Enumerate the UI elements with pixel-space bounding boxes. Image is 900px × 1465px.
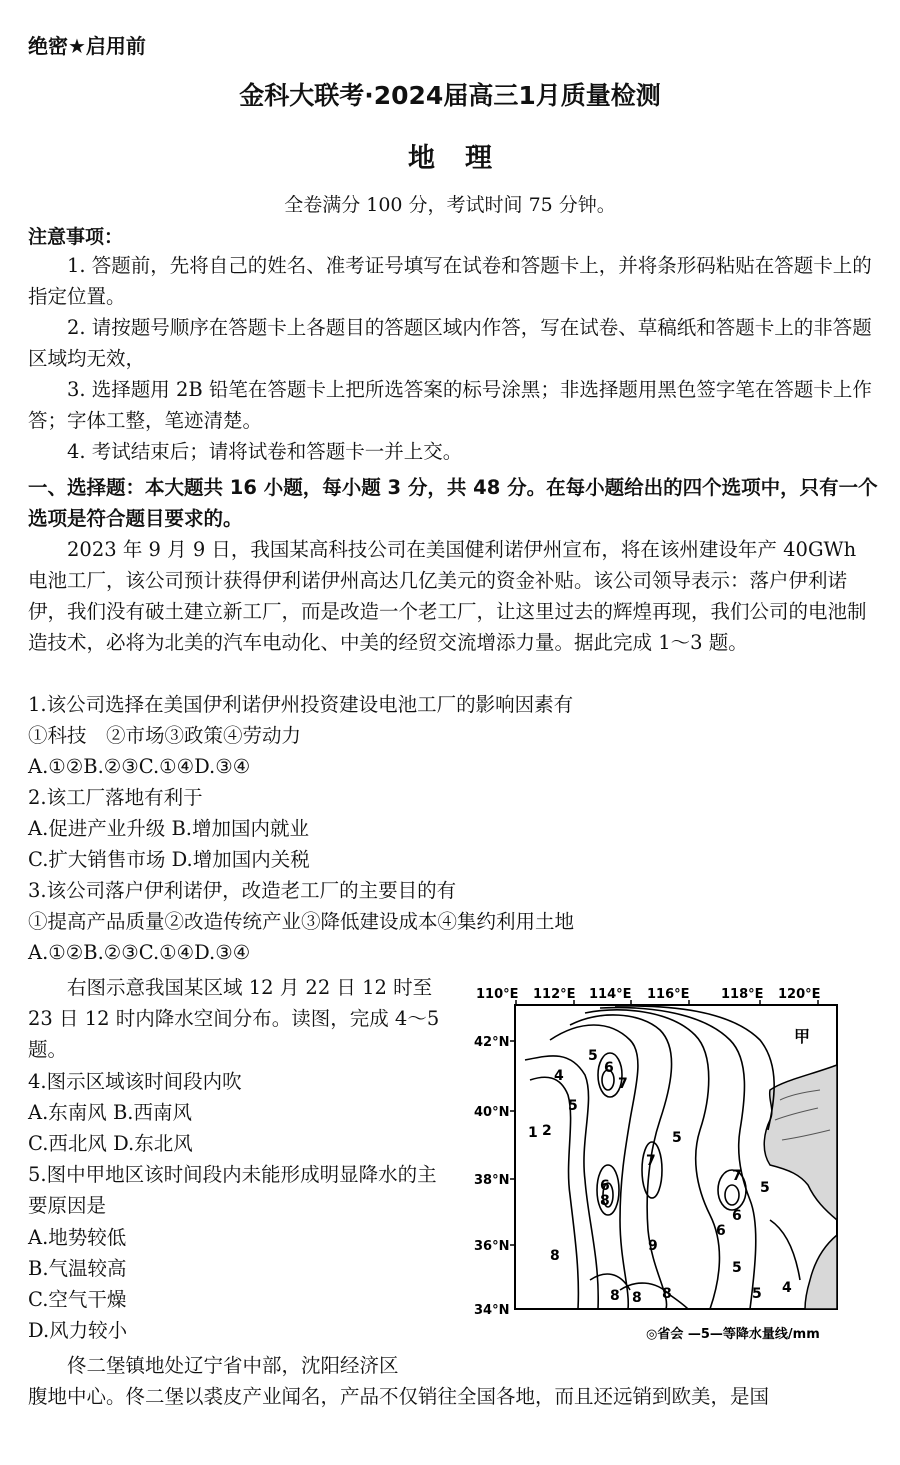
contour-label: 5 xyxy=(760,1180,770,1196)
question-stem: 2.该工厂落地有利于 xyxy=(28,786,203,809)
contour-label: 7 xyxy=(646,1153,656,1169)
region-label: 甲 xyxy=(794,1027,811,1046)
contour-label: 5 xyxy=(752,1286,762,1302)
question-stem: 4.图示区域该时间段内吹 xyxy=(28,1070,242,1093)
secret-label: 绝密★启用前 xyxy=(28,34,146,58)
question-option: A.地势较低 xyxy=(28,1226,127,1249)
passage: 2023 年 9 月 9 日，我国某高科技公司在美国健利诺伊州宣布，将在该州建设年产 40GWh 电池工厂，该公司预计获得伊利诺伊州高达几亿美元的资金补贴。该公司领导表示：落户伊利诺伊，我们没有破土建立新工厂，而是改造一个老工厂，让这里过去的辉煌再现，我们公司的电池制造技术，必将为北美的汽车电动化、中美的经贸交流增添力量。据此完成 1～3 题。 xyxy=(28,538,867,654)
lon-label: 110°E xyxy=(476,987,519,1002)
lat-label: 38°N xyxy=(474,1173,510,1188)
lat-label: 42°N xyxy=(474,1035,510,1050)
contour-label: 8 xyxy=(550,1248,560,1264)
question-options: A.①②B.②③C.①④D.③④ xyxy=(28,755,251,778)
question-stem: 3.该公司落户伊利诺伊，改造老工厂的主要目的有 xyxy=(28,879,457,902)
section-heading: 一、选择题：本大题共 16 小题，每小题 3 分，共 48 分。在每小题给出的四个选项中，只有一个选项是符合题目要求的。 xyxy=(28,476,878,530)
subject-title: 地理 xyxy=(408,143,522,174)
question-options: C.扩大销售市场 D.增加国内关税 xyxy=(28,848,310,871)
contour-label: 1 xyxy=(528,1125,538,1141)
contour-label: 9 xyxy=(648,1238,658,1254)
contour-label: 4 xyxy=(554,1068,564,1084)
contour-label: 5 xyxy=(568,1098,578,1114)
question-options: A.东南风 B.西南风 xyxy=(28,1101,193,1124)
contour-label: 8 xyxy=(600,1193,610,1209)
contour-label: 8 xyxy=(662,1286,672,1302)
lon-label: 112°E xyxy=(533,987,576,1002)
question-items: ①提高产品质量②改造传统产业③降低建设成本④集约利用土地 xyxy=(28,910,575,933)
contour-label: 5 xyxy=(732,1260,742,1276)
question-option: C.空气干燥 xyxy=(28,1288,127,1311)
precipitation-map xyxy=(470,980,870,1352)
lon-label: 116°E xyxy=(647,987,690,1002)
question-stem: 5.图中甲地区该时间段内未能形成明显降水的主要原因是 xyxy=(28,1163,437,1217)
question-options: C.西北风 D.东北风 xyxy=(28,1132,193,1155)
contour-label: 7 xyxy=(618,1076,628,1092)
map-legend: ◎省会 —5—等降水量线/mm xyxy=(646,1327,820,1342)
question-options: A.①②B.②③C.①④D.③④ xyxy=(28,941,251,964)
question-items: ①科技 ②市场③政策④劳动力 xyxy=(28,724,302,747)
contour-label: 6 xyxy=(600,1178,610,1194)
contour-label: 6 xyxy=(604,1060,614,1076)
passage: 腹地中心。佟二堡以裘皮产业闻名，产品不仅销往全国各地，而且还远销到欧美，是国 xyxy=(28,1385,770,1408)
contour-label: 4 xyxy=(782,1280,792,1296)
question-option: B.气温较高 xyxy=(28,1257,127,1280)
contour-label: 7 xyxy=(732,1168,742,1184)
notice-item: 1. 答题前，先将自己的姓名、准考证号填写在试卷和答题卡上，并将条形码粘贴在答题卡上的指定位置。 xyxy=(28,254,872,308)
lon-label: 118°E xyxy=(721,987,764,1002)
lon-label: 120°E xyxy=(778,987,821,1002)
contour-label: 8 xyxy=(632,1290,642,1306)
lat-label: 40°N xyxy=(474,1105,510,1120)
lon-label: 114°E xyxy=(589,987,632,1002)
lat-label: 34°N xyxy=(474,1303,510,1318)
contour-label: 5 xyxy=(672,1130,682,1146)
precipitation-map-svg xyxy=(470,980,870,1352)
passage: 右图示意我国某区域 12 月 22 日 12 时至 23 日 12 时内降水空间分布。读图，完成 4～5 题。 xyxy=(28,976,440,1061)
contour-label: 6 xyxy=(732,1208,742,1224)
contour-label: 6 xyxy=(716,1223,726,1239)
exam-info: 全卷满分 100 分，考试时间 75 分钟。 xyxy=(284,194,616,216)
passage: 佟二堡镇地处辽宁省中部，沈阳经济区 xyxy=(67,1354,399,1377)
question-stem: 1.该公司选择在美国伊利诺伊州投资建设电池工厂的影响因素有 xyxy=(28,693,574,716)
contour-label: 8 xyxy=(610,1288,620,1304)
notice-item: 2. 请按题号顺序在答题卡上各题目的答题区域内作答，写在试卷、草稿纸和答题卡上的非答题区域均无效， xyxy=(28,316,872,370)
lat-label: 36°N xyxy=(474,1239,510,1254)
notice-item: 4. 考试结束后；请将试卷和答题卡一并上交。 xyxy=(67,440,463,463)
contour-label: 5 xyxy=(588,1048,598,1064)
notice-item: 3. 选择题用 2B 铅笔在答题卡上把所选答案的标号涂黑；非选择题用黑色签字笔在答题卡上作答；字体工整，笔迹清楚。 xyxy=(28,378,872,432)
exam-title: 金科大联考·2024届高三1月质量检测 xyxy=(239,81,661,110)
contour-label: 2 xyxy=(542,1123,552,1139)
question-option: D.风力较小 xyxy=(28,1319,128,1342)
notice-heading: 注意事项： xyxy=(28,226,124,248)
question-options: A.促进产业升级 B.增加国内就业 xyxy=(28,817,310,840)
